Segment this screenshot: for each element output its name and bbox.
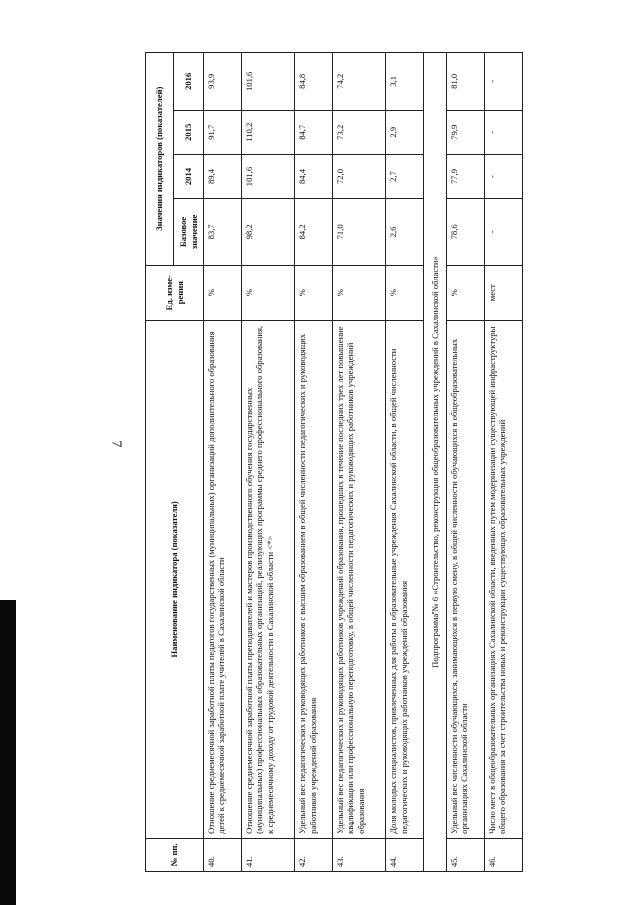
row-number: 46. <box>484 838 522 871</box>
base-value: 71,0 <box>333 199 386 265</box>
base-value: 98,2 <box>241 199 294 265</box>
value-2014: 101,6 <box>241 154 294 198</box>
value-2014: 2,7 <box>386 154 424 198</box>
value-2016: 84,8 <box>295 53 333 111</box>
value-2015: 79,9 <box>447 110 485 154</box>
value-2016: 74,2 <box>333 53 386 111</box>
value-2016: 3,1 <box>386 53 424 111</box>
value-2015: 110,2 <box>241 110 294 154</box>
header-year-2014: 2014 <box>174 154 204 198</box>
row-number: 44. <box>386 838 424 871</box>
indicator-table <box>145 52 523 872</box>
table-row <box>295 53 333 872</box>
row-number: 40. <box>204 838 242 871</box>
value-2015: 2,9 <box>386 110 424 154</box>
value-2015: 73,2 <box>333 110 386 154</box>
base-value: 84,2 <box>295 199 333 265</box>
table-row <box>447 53 485 872</box>
scan-edge-shadow <box>0 600 16 905</box>
indicator-name: Отношение среднемесячной заработной платы преподавателей и мастеров производственного обучения государственных (муниципальных) профессиональных образовательных организаций, реализующих программы среднего профессионального образования, к среднемесячному доходу от трудовой деятельности в Сахалинской области <*> <box>241 320 294 838</box>
header-year-2016: 2016 <box>174 53 204 111</box>
value-2015: 84,7 <box>295 110 333 154</box>
indicator-table-wrapper <box>145 52 523 872</box>
row-number: 42. <box>295 838 333 871</box>
unit: мест <box>484 265 522 320</box>
unit: % <box>204 265 242 320</box>
unit: % <box>447 265 485 320</box>
unit: % <box>333 265 386 320</box>
table-row <box>386 53 424 872</box>
header-indicator-values: Значения индикаторов (показателей) <box>146 53 174 266</box>
base-value: - <box>484 199 522 265</box>
unit: % <box>295 265 333 320</box>
unit: % <box>386 265 424 320</box>
base-value: 2,6 <box>386 199 424 265</box>
base-value: 78,6 <box>447 199 485 265</box>
table-row <box>333 53 386 872</box>
header-base-value: Базовое значение <box>174 199 204 265</box>
indicator-name: Удельный вес педагогических и руководящих работников с высшим образованием в общей численности педагогических и руководящих работников учреждений образования <box>295 320 333 838</box>
row-number: 41. <box>241 838 294 871</box>
subprogram-row <box>424 53 447 872</box>
header-unit: Ед. изме-рения <box>146 265 204 320</box>
header-number: № пп. <box>146 838 204 871</box>
value-2014: 77,9 <box>447 154 485 198</box>
indicator-name: Удельный вес численности обучающихся, занимающихся в первую смену, в общей численности обучающихся в общеобразовательных организациях Сахалинской области <box>447 320 485 838</box>
value-2016: 81,0 <box>447 53 485 111</box>
indicator-name: Удельный вес педагогических и руководящих работников учреждений образования, прошедших в течение последних трех лет повышение квалификации или профессиональную переподготовку, в общей численности педагогических и руководящих работников учреждений образования <box>333 320 386 838</box>
row-number: 45. <box>447 838 485 871</box>
base-value: 83,7 <box>204 199 242 265</box>
value-2014: 72,0 <box>333 154 386 198</box>
indicator-name: Отношение среднемесячной заработной платы педагогов государственных (муниципальных) организаций дополнительного образования детей к среднемесячной заработной плате учителей в Сахалинской области <box>204 320 242 838</box>
value-2014: 89,4 <box>204 154 242 198</box>
table-row <box>484 53 522 872</box>
header-indicator-name: Наименование индикатора (показателя) <box>146 320 204 838</box>
header-year-2015: 2015 <box>174 110 204 154</box>
table-row <box>204 53 242 872</box>
indicator-name: Доля молодых специалистов, привлеченных для работы в образовательные учреждения Сахалинской области, в общей численности педагогических и руководящих работников учреждений образования <box>386 320 424 838</box>
value-2014: - <box>484 154 522 198</box>
value-2015: - <box>484 110 522 154</box>
page-number: 7 <box>108 440 124 448</box>
value-2016: - <box>484 53 522 111</box>
unit: % <box>241 265 294 320</box>
subprogram-title: Подпрограмма № 6 «Строительство, реконструкция общеобразовательных учреждений в Сахалинской области» <box>424 53 447 872</box>
table-row <box>241 53 294 872</box>
row-number: 43. <box>333 838 386 871</box>
value-2014: 84,4 <box>295 154 333 198</box>
indicator-name: Число мест в общеобразовательных организациях Сахалинской области, введенных путем модернизации существующей инфраструктуры общего образования за счет строительства новых и реконструкции существующих образовательных учреждений <box>484 320 522 838</box>
value-2015: 91,7 <box>204 110 242 154</box>
value-2016: 93,9 <box>204 53 242 111</box>
value-2016: 101,6 <box>241 53 294 111</box>
